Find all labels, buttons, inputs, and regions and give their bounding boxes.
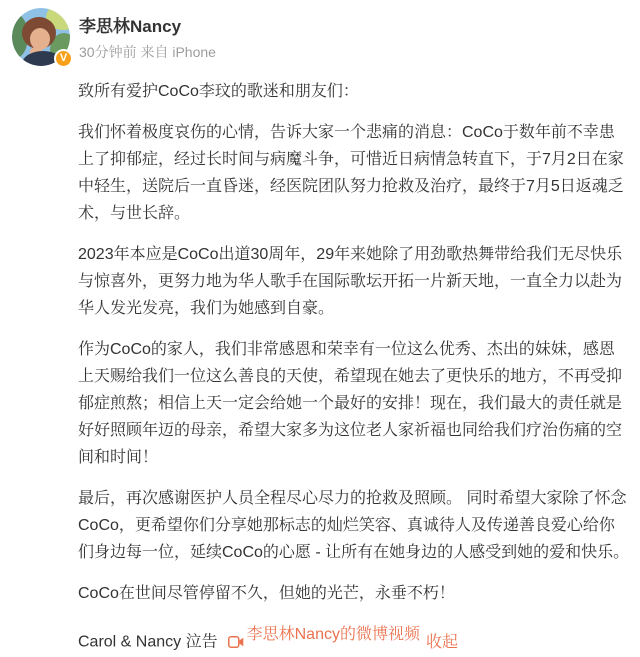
author-name[interactable]: 李思林Nancy [79, 17, 182, 36]
post-paragraph: CoCo在世间尽管停留不久，但她的光芒，永垂不朽！ [78, 585, 455, 602]
post-paragraph: 作为CoCo的家人，我们非常感恩和荣幸有一位这么优秀、杰出的妹妹，感恩上天赐给我们一位这么善良的天使，希望现在她去了更快乐的地方，不再受抑郁症煎熬；相信上天一定会给她一个最好的安排！现在，我们最大的责任就是好好照顾年迈的母亲，希望大家多为这位老人家祈福也同给我们疗治伤痛的空间和时间！ [78, 341, 623, 466]
post-meta[interactable]: 30分钟前 来自 iPhone [79, 44, 216, 60]
post-paragraph: 致所有爱护CoCo李玟的歌迷和朋友们： [78, 83, 359, 100]
author-info [79, 8, 216, 60]
collapse-link[interactable]: 收起 [425, 633, 458, 651]
verified-badge-icon: V [54, 49, 73, 68]
signature-row [78, 621, 630, 656]
avatar[interactable] [12, 8, 70, 66]
video-camera-icon [228, 630, 244, 642]
video-link-label: 李思林Nancy的微博视频 [246, 626, 420, 643]
post-body [78, 78, 630, 656]
post-paragraph: 2023年本应是CoCo出道30周年，29年来她除了用劲歌热舞带给我们无尽快乐与惊喜外，更努力地为华人歌手在国际歌坛开拓一片新天地，一直全力以赴为华人发光发亮，我们为她感到自豪。 [78, 246, 623, 317]
signature: Carol & Nancy 泣告 [78, 633, 218, 651]
post-header [12, 8, 626, 66]
video-link[interactable] [228, 621, 420, 648]
post-paragraph: 最后，再次感谢医护人员全程尽心尽力的抢救及照顾。 同时希望大家除了怀念CoCo，更希望你们分享她那标志的灿烂笑容、真诚待人及传递善良爱心给你们身边每一位，延续CoCo的心愿 - 让所有在她身边的人感受到她的爱和快乐。 [78, 490, 630, 561]
post-paragraph: 我们怀着极度哀伤的心情，告诉大家一个悲痛的消息：CoCo于数年前不幸患上了抑郁症，经过长时间与病魔斗争，可惜近日病情急转直下，于7月2日在家中轻生，送院后一直昏迷，经医院团队努力抢救及治疗，最终于7月5日返魂乏术，与世长辞。 [78, 124, 624, 222]
